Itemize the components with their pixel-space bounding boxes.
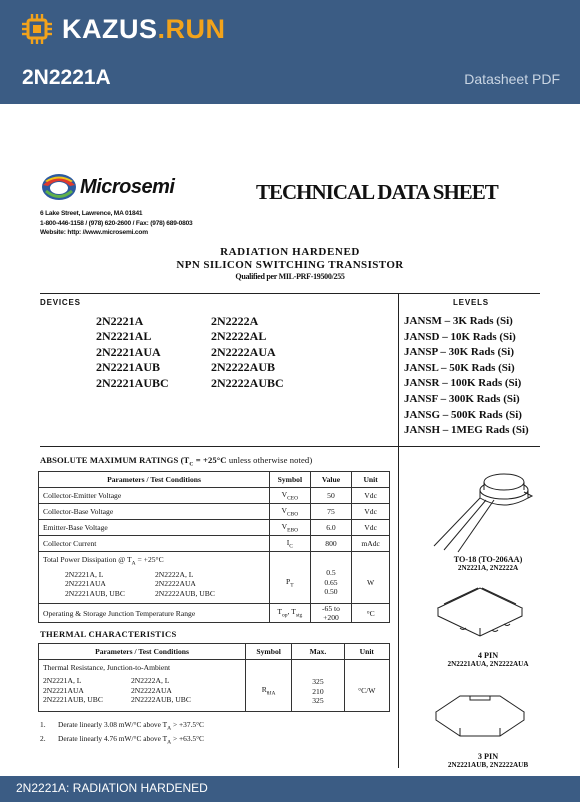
abs-max-table [38,471,390,623]
part-name: 2N2222A, L [131,676,170,685]
level-item: JANSG – 500K Rads (Si) [404,408,522,421]
part-name: 2N2222AUB, UBC [155,588,215,598]
table-row-power [39,552,390,604]
level-item: JANSL – 50K Rads (Si) [404,361,515,374]
symbol-sub: C [289,543,293,550]
site-footer [0,776,580,802]
brand-accent: .RUN [157,13,226,44]
symbol-cell [270,520,311,536]
package-caption [404,651,572,668]
power-label-sub: A [131,560,136,567]
value-cell: 800 [310,536,352,552]
part-name: 2N2221A, L [65,569,104,579]
devices-label: DEVICES [40,298,81,307]
unit-cell: Vdc [352,520,390,536]
power-label [43,555,265,567]
value-cell [292,660,344,712]
device-item: 2N2222A [211,314,259,328]
header-parameters: Parameters / Test Conditions [39,644,246,660]
header-unit: Unit [344,644,389,660]
part-name: 2N2221AUA [43,685,84,695]
symbol-cell [270,488,311,504]
level-item: JANSF – 300K Rads (Si) [404,392,520,405]
footnote-text: Derate linearly 4.76 mW/°C above T [58,733,168,743]
header-symbol: Symbol [270,472,311,488]
device-item: 2N2221AUBC [96,375,169,390]
level-item: JANSM – 3K Rads (Si) [404,315,513,327]
header-symbol: Symbol [246,644,292,660]
brand-main: KAZUS [62,13,158,44]
param-cell [39,660,246,712]
site-logo[interactable] [22,12,226,46]
level-item: JANSP – 30K Rads (Si) [404,346,515,359]
power-part-grid [43,570,265,599]
footnote [40,720,204,734]
symbol-text: V [281,489,288,499]
value-cell: 75 [310,504,352,520]
footnote-sub: A [167,725,172,732]
microsemi-globe-icon [40,172,78,202]
value-cell: -65 to +200 [310,604,352,623]
sheet-heading: TECHNICAL DATA SHEET [256,180,498,204]
symbol-sub: stg [295,612,303,619]
level-item: JANSD – 10K Rads (Si) [404,330,516,343]
thermal-part-grid [43,676,241,705]
package-name: TO-18 (TO-206AA) [453,555,523,564]
header-unit: Unit [352,472,390,488]
part-name: 2N2222AUA [155,579,196,589]
part-name: 2N2222AUA [131,685,172,695]
value-line: 0.65 [324,577,338,587]
datasheet-pdf-link[interactable]: Datasheet PDF [464,71,560,87]
value-cell: 50 [310,488,352,504]
website-line: Website: http: //www.microsemi.com [40,229,148,236]
symbol-cell [270,552,311,604]
symbol-cell [246,660,292,712]
level-item: JANSH – 1MEG Rads (Si) [404,424,529,437]
footnote [40,734,204,748]
value-cell [310,552,352,604]
thermal-title: THERMAL CHARACTERISTICS [40,629,177,639]
abs-title-prefix: ABSOLUTE MAXIMUM RATINGS (T [40,455,190,465]
package-parts: 2N2221A, 2N2222A [457,564,519,572]
package-caption [404,555,572,572]
param-cell: Collector-Emitter Voltage [39,488,270,504]
divider [40,446,540,447]
level-item: JANSR – 100K Rads (Si) [404,377,522,390]
symbol-text: I [286,537,290,547]
footnote-sub: A [167,739,172,746]
header-value: Value [310,472,352,488]
symbol-text: V [281,505,287,515]
levels-label: LEVELS [453,298,489,307]
value-line: 325 [312,696,324,706]
unit-cell: °C/W [344,660,389,712]
abs-title-sub: C [189,461,194,468]
value-line: 210 [312,686,324,696]
device-item: 2N2221AUB [96,360,161,375]
header-max: Max. [292,644,344,660]
part-name: 2N2221A, L [43,676,82,685]
symbol-text: , T [287,607,296,617]
thermal-param-label: Thermal Resistance, Junction-to-Ambient [43,663,171,672]
footnote-number: 1. [40,720,46,729]
header-parameters: Parameters / Test Conditions [39,472,270,488]
value-cell: 6.0 [310,520,352,536]
table-row [39,520,390,536]
symbol-sub: EBO [287,527,299,534]
unit-cell: °C [352,604,390,623]
table-header-row [39,472,390,488]
abs-title-suffix: unless otherwise noted) [228,455,313,465]
abs-title-mid: = +25°C [193,455,229,465]
brand-name [62,14,226,45]
divider [40,293,540,294]
param-cell: Collector Current [39,536,270,552]
device-item: 2N2222AUBC [211,375,284,390]
package-name: 4 PIN [477,651,499,660]
page-title: 2N2221A [22,66,111,89]
table-header-row [39,644,390,660]
symbol-sub: θJA [266,690,276,697]
package-name: 3 PIN [477,752,499,761]
sheet-title-3: Qualified per MIL-PRF-19500/255 [235,272,345,281]
symbol-cell [270,604,311,623]
abs-max-title [40,455,312,468]
symbol-cell [270,536,311,552]
symbol-sub: T [290,582,294,589]
symbol-text: T [277,607,283,617]
device-item: 2N2222AUB [211,360,276,375]
value-line: 0.5 [326,568,336,578]
site-header [0,0,580,104]
value-line: 325 [312,677,324,687]
footnote-text: Derate linearly 3.08 mW/°C above T [58,720,168,729]
part-name: 2N2222AUB, UBC [131,695,191,705]
column-divider [398,293,399,768]
footnote-text: > +37.5°C [171,720,204,729]
param-cell: Collector-Base Voltage [39,504,270,520]
footnote-number: 2. [40,733,46,743]
table-row [39,488,390,504]
phone-line: 1-800-446-1158 / (978) 620-2600 / Fax: (978) 689-0803 [40,219,193,227]
symbol-sub: CEO [287,495,299,502]
table-row-thermal [39,660,390,712]
symbol-text: P [286,576,291,586]
symbol-text: R [261,684,267,694]
company-address [40,209,193,238]
value-line: 0.50 [324,587,338,597]
unit-cell: mAdc [352,536,390,552]
symbol-sub: CBO [286,511,299,518]
devices-column-1 [96,314,169,391]
package-parts: 2N2221AUB, 2N2222AUB [447,761,529,769]
to18-package-icon [420,468,560,554]
table-row [39,536,390,552]
device-item: 2N2221AL [96,329,152,344]
levels-list [404,314,529,439]
symbol-sub: op [282,612,288,619]
device-item: 2N2222AL [211,329,267,344]
param-cell [39,552,270,604]
footer-text: 2N2221A: RADIATION HARDENED [16,781,208,795]
part-name: 2N2221AUB, UBC [65,588,125,598]
part-name: 2N2221AUA [65,579,106,589]
devices-column-2 [211,314,284,391]
power-label-suffix: = +25°C [135,555,164,564]
power-label-prefix: Total Power Dissipation @ T [43,555,132,564]
chip-icon [22,14,52,44]
param-cell: Emitter-Base Voltage [39,520,270,536]
ua-4pin-package-icon [430,584,530,644]
part-name: 2N2221AUB, UBC [43,695,103,705]
thermal-table [38,643,390,712]
ub-3pin-package-icon [430,690,530,746]
package-parts: 2N2221AUA, 2N2222AUA [447,660,529,668]
sheet-title-1: RADIATION HARDENED [220,246,360,258]
company-name: Microsemi [80,175,175,198]
address-line: 6 Lake Street, Lawrence, MA 01841 [40,210,143,217]
footnote-text: > +63.5°C [171,733,204,743]
table-row [39,504,390,520]
sheet-title-2: NPN SILICON SWITCHING TRANSISTOR [176,259,404,271]
unit-cell: Vdc [352,504,390,520]
device-item: 2N2221AUA [96,344,161,359]
unit-cell: W [352,552,390,604]
package-caption [404,752,572,769]
symbol-text: V [281,521,288,531]
part-name: 2N2222A, L [155,569,194,579]
device-item: 2N2221A [96,314,144,328]
microsemi-logo [40,172,174,202]
table-row [39,604,390,623]
param-cell: Operating & Storage Junction Temperature Range [39,604,270,623]
footnotes [40,720,204,748]
unit-cell: Vdc [352,488,390,504]
device-item: 2N2222AUA [211,344,276,359]
symbol-cell [270,504,311,520]
